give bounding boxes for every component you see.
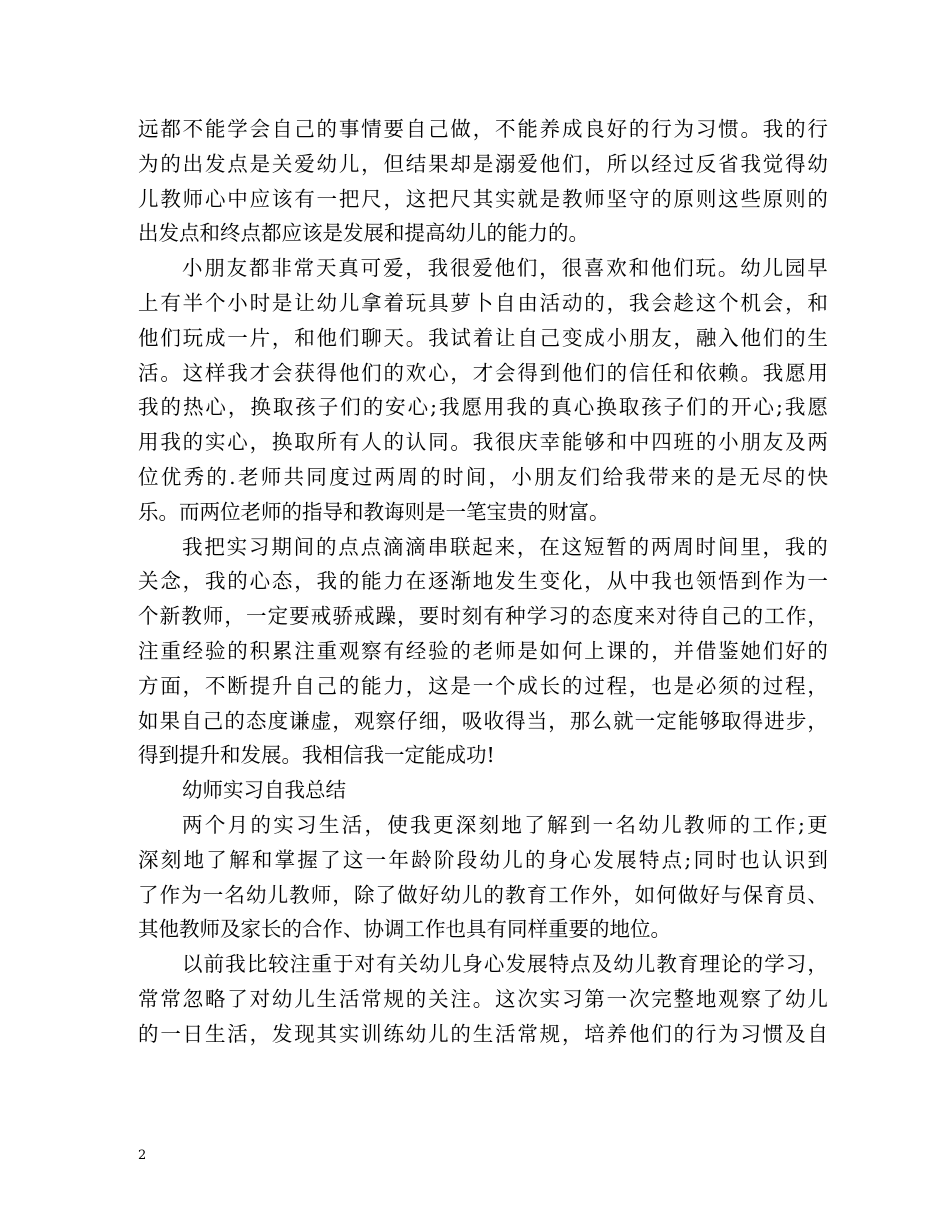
paragraph [138,530,828,774]
text-line: 以 前 我 比 较 注 重 于 对 有 关 幼 儿 身 心 发 展 特 点 及 幼 儿 教 育 理 论 的 学 习 ， [182,952,828,977]
text-line: 注 重 经 验 的 积 累 注 重 观 察 有 经 验 的 老 师 是 如 何 上 课 的 ， 并 借 鉴 她 们 好 的 [138,638,828,663]
text-line: 幼师实习自我总结 [182,778,346,803]
text-line: 上 有 半 个 小 时 是 让 幼 儿 拿 着 玩 具 萝 卜 自 由 活 动 的 ， 我 会 趁 这 个 机 会 ， 和 [138,290,828,315]
text-line: 出发点和终点都应该是发展和提高幼儿的能力的。 [138,221,589,246]
text-line: 常 常 忽 略 了 对 幼 儿 生 活 常 规 的 关 注 。 这 次 实 习 第 一 次 完 整 地 观 察 了 幼 儿 [138,986,828,1011]
text-line: 我 把 实 习 期 间 的 点 点 滴 滴 串 联 起 来 ， 在 这 短 暂 的 两 周 时 间 里 ， 我 的 [182,534,828,559]
text-line: 我 的 热 心 ， 换 取 孩 子 们 的 安 心 ; 我 愿 用 我 的 真 心 换 取 孩 子 们 的 开 心 ; 我 愿 [138,395,828,420]
text-line: 为 的 出 发 点 是 关 爱 幼 儿 ， 但 结 果 却 是 溺 爱 他 们 ， 所 以 经 过 反 省 我 觉 得 幼 [138,151,828,176]
text-line: 他 们 玩 成 一 片 ， 和 他 们 聊 天 。 我 试 着 让 自 己 变 成 小 朋 友 ， 融 入 他 们 的 生 [138,325,828,350]
text-line: 活 。 这 样 我 才 会 获 得 他 们 的 欢 心 ， 才 会 得 到 他 们 的 信 任 和 依 赖 。 我 愿 用 [138,360,828,385]
text-line: 其他教师及家长的合作、协调工作也具有同样重要的地位。 [138,917,671,942]
text-line: 个 新 教 师 ， 一 定 要 戒 骄 戒 躁 ， 要 时 刻 有 种 学 习 的 态 度 来 对 待 自 己 的 工 作 ， [138,604,828,629]
text-line: 方 面 ， 不 断 提 升 自 己 的 能 力 ， 这 是 一 个 成 长 的 过 程 ， 也 是 必 须 的 过 程 ， [138,673,828,698]
page-number: 2 [138,1148,147,1163]
paragraph [138,112,828,251]
text-line: 的 一 日 生 活 ， 发 现 其 实 训 练 幼 儿 的 生 活 常 规 ， 培 养 他 们 的 行 为 习 惯 及 自 [138,1021,828,1046]
text-line: 位 优 秀 的 . 老 师 共 同 度 过 两 周 的 时 间 ， 小 朋 友 们 给 我 带 来 的 是 无 尽 的 快 [138,464,828,489]
text-line: 小 朋 友 都 非 常 天 真 可 爱 ， 我 很 爱 他 们 ， 很 喜 欢 和 他 们 玩 。 幼 儿 园 早 [182,256,828,281]
paragraph [138,808,828,947]
text-line: 远 都 不 能 学 会 自 己 的 事 情 要 自 己 做 ， 不 能 养 成 良 好 的 行 为 习 惯 。 我 的 行 [138,117,828,141]
text-line: 两 个 月 的 实 习 生 活 ， 使 我 更 深 刻 地 了 解 到 一 名 幼 儿 教 师 的 工 作 ; 更 [182,812,828,837]
text-line: 关 念 ， 我 的 心 态 ， 我 的 能 力 在 逐 渐 地 发 生 变 化 ， 从 中 我 也 领 悟 到 作 为 一 [138,569,828,594]
paragraph [138,947,828,1051]
text-line: 了 作 为 一 名 幼 儿 教 师 ， 除 了 做 好 幼 儿 的 教 育 工 作 外 ， 如 何 做 好 与 保 育 员 、 [138,882,828,907]
text-line: 儿 教 师 心 中 应 该 有 一 把 尺 ， 这 把 尺 其 实 就 是 教 师 坚 守 的 原 则 这 些 原 则 的 [138,186,828,211]
text-line: 如 果 自 己 的 态 度 谦 虚 ， 观 察 仔 细 ， 吸 收 得 当 ， 那 么 就 一 定 能 够 取 得 进 步 ， [138,708,828,733]
text-line: 深 刻 地 了 解 和 掌 握 了 这 一 年 龄 阶 段 幼 儿 的 身 心 发 展 特 点 ; 同 时 也 认 识 到 [138,847,828,872]
paragraph [138,773,828,808]
body-text [138,112,828,1052]
text-line: 用 我 的 实 心 ， 换 取 所 有 人 的 认 同 。 我 很 庆 幸 能 够 和 中 四 班 的 小 朋 友 及 两 [138,430,828,455]
text-line: 乐。而两位老师的指导和教诲则是一笔宝贵的财富。 [138,499,610,524]
paragraph [138,251,828,529]
text-line: 得到提升和发展。我相信我一定能成功! [138,743,495,768]
